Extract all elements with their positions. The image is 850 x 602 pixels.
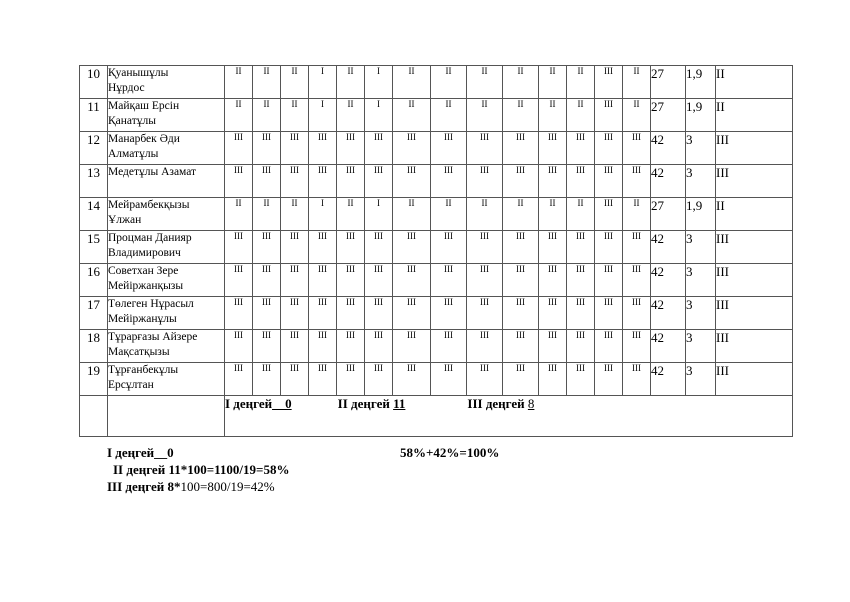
total-score: 42 — [651, 264, 686, 297]
level-cell: III — [337, 297, 365, 330]
level-cell: III — [309, 231, 337, 264]
total-score: 42 — [651, 297, 686, 330]
total-score: 27 — [651, 198, 686, 231]
level-cell: I — [309, 198, 337, 231]
total-score: 42 — [651, 363, 686, 396]
level-cell: III — [365, 297, 393, 330]
level-cell: II — [225, 99, 253, 132]
table-row — [80, 198, 793, 231]
level-cell: II — [567, 66, 595, 99]
level-cell: III — [567, 264, 595, 297]
level-cell: III — [623, 264, 651, 297]
level-cell: III — [337, 330, 365, 363]
level-cell: III — [393, 165, 431, 198]
student-name — [108, 66, 225, 99]
level-cell: III — [595, 165, 623, 198]
summary-level2-label: II деңгей — [337, 396, 390, 411]
table-row — [80, 297, 793, 330]
level-cell: III — [431, 231, 467, 264]
student-name-line2: Мақсатқызы — [108, 346, 170, 358]
summary-level2-value: 11 — [393, 396, 406, 411]
level-cell: III — [467, 264, 503, 297]
student-name-line1: Тұрғанбекұлы — [108, 364, 179, 376]
final-level: II — [716, 99, 793, 132]
footer-level3-bold: III деңгей 8* — [107, 479, 181, 494]
student-name — [108, 264, 225, 297]
level-cell: III — [365, 330, 393, 363]
level-cell: II — [539, 198, 567, 231]
summary-level3-value: 8 — [527, 396, 535, 411]
level-cell: III — [365, 264, 393, 297]
footer-level1 — [107, 445, 174, 461]
level-cell: III — [337, 231, 365, 264]
student-name-line1: Процман Данияр — [108, 232, 192, 244]
final-level: III — [716, 132, 793, 165]
row-number: 14 — [80, 198, 108, 231]
student-name-line2: Мейіржанұлы — [108, 313, 177, 325]
student-name — [108, 198, 225, 231]
total-score: 42 — [651, 165, 686, 198]
footer-level2-formula: II деңгей 11*100=1100/19=58% — [113, 462, 290, 477]
level-cell: III — [467, 297, 503, 330]
level-cell: III — [365, 363, 393, 396]
level-cell: II — [337, 99, 365, 132]
student-name-line1: Манарбек Әди — [108, 133, 180, 145]
row-number: 12 — [80, 132, 108, 165]
level-cell: III — [337, 264, 365, 297]
average-coefficient: 3 — [686, 264, 716, 297]
level-cell: III — [567, 330, 595, 363]
average-coefficient: 3 — [686, 165, 716, 198]
level-cell: III — [225, 264, 253, 297]
row-number: 18 — [80, 330, 108, 363]
level-cell: III — [567, 297, 595, 330]
level-cell: III — [393, 231, 431, 264]
row-number: 11 — [80, 99, 108, 132]
level-cell: III — [539, 363, 567, 396]
level-cell: III — [623, 132, 651, 165]
summary-empty-cell — [80, 396, 108, 437]
summary-level3-label: III деңгей — [467, 396, 525, 411]
table-row — [80, 330, 793, 363]
row-number: 10 — [80, 66, 108, 99]
level-cell: II — [467, 198, 503, 231]
student-name-line1: Тұрарғазы Айзере — [108, 331, 198, 343]
final-level: III — [716, 165, 793, 198]
level-cell: III — [595, 66, 623, 99]
level-cell: III — [467, 330, 503, 363]
level-cell: III — [623, 363, 651, 396]
level-cell: III — [539, 165, 567, 198]
student-name — [108, 330, 225, 363]
average-coefficient: 1,9 — [686, 66, 716, 99]
level-cell: III — [365, 132, 393, 165]
level-cell: II — [253, 99, 281, 132]
level-cell: III — [225, 363, 253, 396]
level-cell: III — [337, 132, 365, 165]
student-name-line2: Алматұлы — [108, 148, 159, 160]
level-cell: III — [503, 363, 539, 396]
student-name-line2: Қанатұлы — [108, 115, 156, 127]
table-body — [80, 66, 793, 396]
level-cell: III — [337, 165, 365, 198]
footer-level3-formula — [107, 479, 275, 495]
level-cell: III — [567, 363, 595, 396]
footer-level3-rest: 100=800/19=42% — [180, 479, 275, 494]
level-cell: III — [467, 231, 503, 264]
level-cell: II — [503, 66, 539, 99]
level-cell: III — [431, 132, 467, 165]
level-cell: III — [623, 297, 651, 330]
level-cell: II — [393, 66, 431, 99]
average-coefficient: 1,9 — [686, 198, 716, 231]
level-cell: II — [467, 66, 503, 99]
student-name — [108, 132, 225, 165]
table-row — [80, 99, 793, 132]
level-cell: II — [539, 99, 567, 132]
level-cell: III — [253, 297, 281, 330]
level-cell: III — [337, 363, 365, 396]
level-cell: III — [225, 297, 253, 330]
level-cell: III — [467, 165, 503, 198]
table-row — [80, 132, 793, 165]
level-cell: II — [337, 66, 365, 99]
level-cell: I — [365, 66, 393, 99]
level-cell: II — [393, 99, 431, 132]
level-cell: III — [595, 264, 623, 297]
level-cell: III — [281, 330, 309, 363]
level-cell: III — [253, 363, 281, 396]
level-cell: III — [431, 165, 467, 198]
student-name-line1: Медетұлы Азамат — [108, 166, 197, 178]
level-cell: III — [309, 132, 337, 165]
level-cell: III — [595, 297, 623, 330]
student-name-line1: Қуанышұлы — [108, 67, 169, 79]
level-cell: III — [503, 264, 539, 297]
level-cell: II — [253, 198, 281, 231]
level-cell: III — [225, 165, 253, 198]
final-level: III — [716, 330, 793, 363]
level-cell: II — [337, 198, 365, 231]
level-cell: III — [309, 363, 337, 396]
level-cell: II — [623, 198, 651, 231]
average-coefficient: 3 — [686, 132, 716, 165]
level-cell: III — [393, 330, 431, 363]
level-cell: III — [595, 231, 623, 264]
student-name — [108, 297, 225, 330]
level-cell: II — [281, 99, 309, 132]
level-cell: III — [503, 330, 539, 363]
level-cell: II — [225, 66, 253, 99]
level-cell: II — [431, 66, 467, 99]
level-cell: III — [595, 99, 623, 132]
level-cell: III — [539, 231, 567, 264]
table-row — [80, 264, 793, 297]
level-cell: II — [567, 198, 595, 231]
level-cell: I — [309, 99, 337, 132]
level-cell: III — [503, 165, 539, 198]
level-cell: II — [281, 198, 309, 231]
level-cell: III — [253, 264, 281, 297]
level-cell: III — [281, 363, 309, 396]
student-name-line1: Советхан Зере — [108, 265, 179, 277]
level-cell: III — [431, 264, 467, 297]
average-coefficient: 3 — [686, 231, 716, 264]
level-cell: III — [595, 132, 623, 165]
level-cell: III — [595, 198, 623, 231]
level-cell: II — [567, 99, 595, 132]
level-cell: II — [431, 198, 467, 231]
level-cell: III — [431, 363, 467, 396]
level-cell: III — [281, 297, 309, 330]
total-score: 27 — [651, 99, 686, 132]
student-name-line2: Ерсұлтан — [108, 379, 154, 391]
level-cell: II — [225, 198, 253, 231]
level-cell: III — [393, 132, 431, 165]
student-name-line1: Мейрамбекқызы — [108, 199, 190, 211]
level-cell: III — [309, 165, 337, 198]
level-cell: III — [595, 330, 623, 363]
level-cell: III — [309, 297, 337, 330]
level-cell: III — [253, 132, 281, 165]
average-coefficient: 3 — [686, 363, 716, 396]
level-cell: III — [431, 330, 467, 363]
student-name-line1: Төлеген Нұрасыл — [108, 298, 194, 310]
student-name — [108, 363, 225, 396]
table-row — [80, 165, 793, 198]
table-row — [80, 363, 793, 396]
level-cell: III — [281, 264, 309, 297]
row-number: 19 — [80, 363, 108, 396]
final-level: III — [716, 363, 793, 396]
level-cell: III — [225, 132, 253, 165]
student-name-line2: Нұрдос — [108, 82, 145, 94]
level-cell: II — [431, 99, 467, 132]
student-name-line2: Владимирович — [108, 247, 181, 259]
level-cell: III — [365, 231, 393, 264]
summary-row — [80, 396, 793, 437]
level-cell: I — [365, 198, 393, 231]
level-cell: III — [431, 297, 467, 330]
level-cell: III — [567, 132, 595, 165]
level-cell: III — [623, 231, 651, 264]
average-coefficient: 3 — [686, 297, 716, 330]
assessment-table — [79, 65, 793, 437]
level-cell: II — [623, 66, 651, 99]
level-cell: III — [393, 297, 431, 330]
level-cell: III — [281, 231, 309, 264]
table-row — [80, 66, 793, 99]
final-level: II — [716, 198, 793, 231]
level-cell: III — [503, 297, 539, 330]
student-name-line2: Мейіржанқызы — [108, 280, 184, 292]
average-coefficient: 3 — [686, 330, 716, 363]
average-coefficient: 1,9 — [686, 99, 716, 132]
level-cell: III — [225, 231, 253, 264]
footer-level1-value: __0 — [154, 445, 174, 460]
level-cell: III — [503, 231, 539, 264]
level-cell: II — [539, 66, 567, 99]
level-cell: III — [225, 330, 253, 363]
total-score: 42 — [651, 330, 686, 363]
footer-total-formula: 58%+42%=100% — [400, 445, 500, 460]
total-score: 42 — [651, 132, 686, 165]
table-row — [80, 231, 793, 264]
level-cell: II — [393, 198, 431, 231]
level-cell: I — [365, 99, 393, 132]
level-cell: II — [281, 66, 309, 99]
level-cell: II — [503, 198, 539, 231]
row-number: 15 — [80, 231, 108, 264]
level-cell: III — [539, 264, 567, 297]
level-summary — [225, 396, 793, 437]
level-cell: II — [503, 99, 539, 132]
summary-level1-value: __0 — [272, 396, 292, 411]
level-cell: III — [567, 165, 595, 198]
level-cell: II — [253, 66, 281, 99]
level-cell: III — [623, 165, 651, 198]
summary-empty-cell — [108, 396, 225, 437]
level-cell: III — [503, 132, 539, 165]
level-cell: III — [253, 231, 281, 264]
level-cell: III — [539, 297, 567, 330]
level-cell: II — [467, 99, 503, 132]
level-cell: III — [309, 264, 337, 297]
final-level: II — [716, 66, 793, 99]
level-cell: III — [467, 132, 503, 165]
level-cell: III — [281, 132, 309, 165]
level-cell: I — [309, 66, 337, 99]
level-cell: III — [309, 330, 337, 363]
level-cell: III — [393, 264, 431, 297]
row-number: 13 — [80, 165, 108, 198]
level-cell: III — [281, 165, 309, 198]
summary-level1-label: I деңгей — [225, 396, 273, 411]
final-level: III — [716, 297, 793, 330]
student-name — [108, 231, 225, 264]
student-name-line1: Майқаш Ерсін — [108, 100, 180, 112]
level-cell: III — [623, 330, 651, 363]
row-number: 16 — [80, 264, 108, 297]
level-cell: III — [567, 231, 595, 264]
final-level: III — [716, 231, 793, 264]
level-cell: III — [393, 363, 431, 396]
level-cell: III — [539, 132, 567, 165]
level-cell: III — [595, 363, 623, 396]
level-cell: III — [539, 330, 567, 363]
total-score: 42 — [651, 231, 686, 264]
final-level: III — [716, 264, 793, 297]
level-cell: III — [467, 363, 503, 396]
footer-level1-label: I деңгей — [107, 445, 155, 460]
level-cell: II — [623, 99, 651, 132]
level-cell: III — [365, 165, 393, 198]
student-name-line2: Ұлжан — [108, 214, 142, 226]
total-score: 27 — [651, 66, 686, 99]
row-number: 17 — [80, 297, 108, 330]
level-cell: III — [253, 165, 281, 198]
level-cell: III — [253, 330, 281, 363]
student-name — [108, 99, 225, 132]
student-name — [108, 165, 225, 198]
